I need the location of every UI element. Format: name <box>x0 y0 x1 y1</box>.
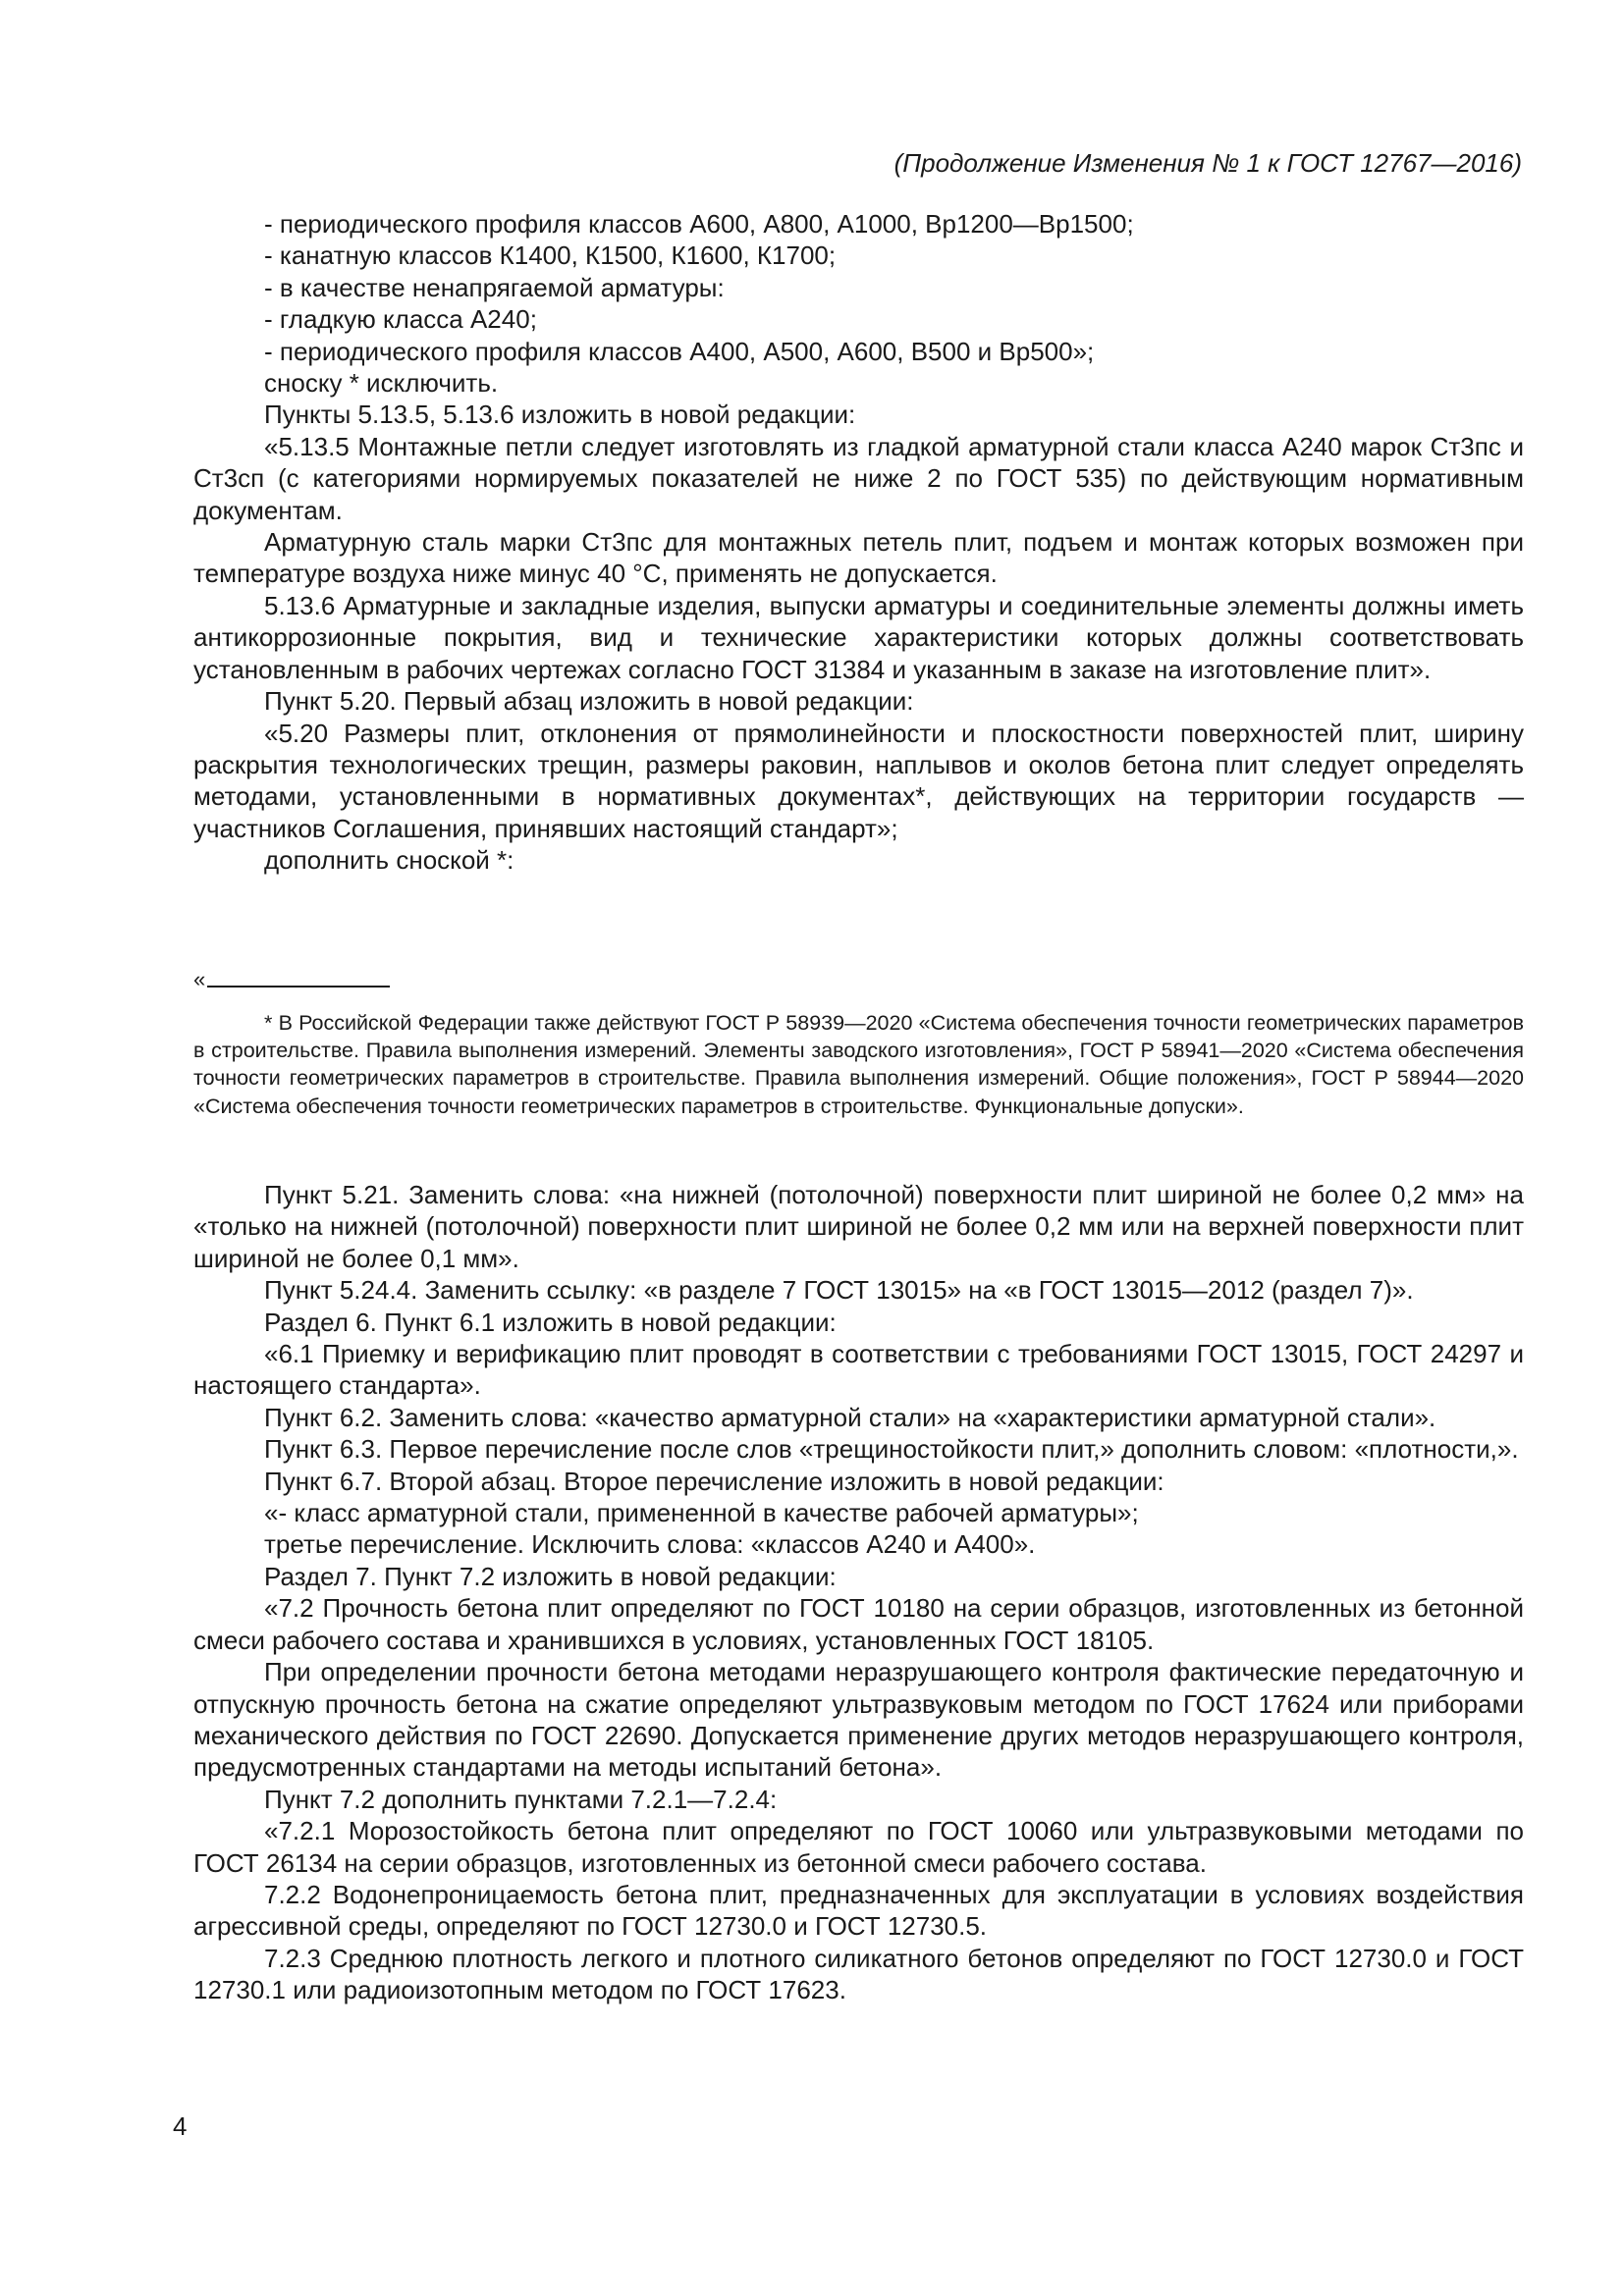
footnote-text: * В Российской Федерации также действуют ГОСТ Р 58939—2020 «Система обеспечения точности геометрических параметров в строительстве. Правила выполнения измерений. Элементы заводского изготовления», ГОСТ Р 58941—2020 «Система обеспечения точности геометрических параметров в строительстве. Правила выполнения измерений. Общие положения», ГОСТ Р 58944—2020 «Система обеспечения точности геометрических параметров в строительстве. Функциональные допуски». <box>193 1011 1524 1118</box>
paragraph: 7.2.2 Водонепроницаемость бетона плит, предназначенных для эксплуатации в условиях воздействия агрессивной среды, определяют по ГОСТ 12730.0 и ГОСТ 12730.5. <box>193 1879 1524 1942</box>
paragraph: сноску * исключить. <box>264 368 499 399</box>
paragraph: «5.13.5 Монтажные петли следует изготовлять из гладкой арматурной стали класса А240 марок Ст3пс и Ст3сп (с категориями нормируемых показателей не ниже 2 по ГОСТ 535) по действующим нормативным документам. <box>193 431 1524 525</box>
footnote-quote-mark: « <box>193 967 206 991</box>
paragraph: «7.2.1 Морозостойкость бетона плит определяют по ГОСТ 10060 или ультразвуковыми методами по ГОСТ 26134 на серии образцов, изготовленных из бетонной смеси рабочего состава. <box>193 1816 1524 1878</box>
paragraph: Раздел 6. Пункт 6.1 изложить в новой редакции: <box>264 1307 837 1337</box>
paragraph: - в качестве ненапрягаемой арматуры: <box>264 272 725 302</box>
paragraph: - периодического профиля классов А400, А500, А600, В500 и Вр500»; <box>264 336 1095 366</box>
paragraph: дополнить сноской *: <box>264 845 514 876</box>
paragraph: - периодического профиля классов А600, А800, А1000, Вр1200—Вр1500; <box>264 209 1134 239</box>
footnote-separator <box>193 967 1524 997</box>
paragraph: Пункт 6.7. Второй абзац. Второе перечисление изложить в новой редакции: <box>264 1466 1164 1496</box>
paragraph: Пункт 6.3. Первое перечисление после слов «трещиностойкости плит,» дополнить словом: «плотности,». <box>264 1434 1519 1465</box>
paragraph: «5.20 Размеры плит, отклонения от прямолинейности и плоскостности поверхностей плит, ширину раскрытия технологических трещин, размеры раковин, наплывов и околов бетона плит следует определять методами, установленными в нормативных документах*, действующих на территории государств — участников Соглашения, принявших настоящий стандарт»; <box>193 718 1524 843</box>
paragraph: «6.1 Приемку и верификацию плит проводят в соответствии с требованиями ГОСТ 13015, ГОСТ 24297 и настоящего стандарта». <box>193 1339 1524 1401</box>
paragraph: «- класс арматурной стали, примененной в качестве рабочей арматуры»; <box>264 1498 1139 1528</box>
paragraph: Пункт 7.2 дополнить пунктами 7.2.1—7.2.4: <box>264 1784 778 1814</box>
page-number: 4 <box>173 2111 188 2141</box>
paragraph: Пункт 5.24.4. Заменить ссылку: «в разделе 7 ГОСТ 13015» на «в ГОСТ 13015—2012 (раздел 7)». <box>264 1275 1414 1306</box>
body-text-bottom <box>193 1179 1524 2006</box>
paragraph: 7.2.3 Среднюю плотность легкого и плотного силикатного бетонов определяют по ГОСТ 12730.0 и ГОСТ 12730.1 или радиоизотопным методом по ГОСТ 17623. <box>193 1943 1524 2005</box>
paragraph: Пункты 5.13.5, 5.13.6 изложить в новой редакции: <box>264 400 856 430</box>
running-header: (Продолжение Изменения № 1 к ГОСТ 12767—2016) <box>893 148 1522 178</box>
paragraph: Пункт 5.21. Заменить слова: «на нижней (потолочной) поверхности плит шириной не более 0,2 мм» на «только на нижней (потолочной) поверхности плит шириной не более 0,2 мм или на верхней поверхности плит шириной не более 0,1 мм». <box>193 1180 1524 1273</box>
footnote-rule <box>207 986 390 988</box>
paragraph: третье перечисление. Исключить слова: «классов А240 и А400». <box>264 1529 1036 1560</box>
footnote-block <box>193 967 1524 1120</box>
paragraph: Арматурную сталь марки Ст3пс для монтажных петель плит, подъем и монтаж которых возможен при температуре воздуха ниже минус 40 °С, применять не допускается. <box>193 527 1524 589</box>
paragraph: - гладкую класса А240; <box>264 304 537 335</box>
paragraph: Раздел 7. Пункт 7.2 изложить в новой редакции: <box>264 1561 837 1591</box>
paragraph: При определении прочности бетона методами неразрушающего контроля фактические передаточную и отпускную прочность бетона на сжатие определяют ультразвуковым методом по ГОСТ 17624 или приборами механического действия по ГОСТ 22690. Допускается применение других методов неразрушающего контроля, предусмотренных стандартами на методы испытаний бетона». <box>193 1657 1524 1783</box>
paragraph: Пункт 6.2. Заменить слова: «качество арматурной стали» на «характеристики арматурной стали». <box>264 1402 1436 1432</box>
paragraph: «7.2 Прочность бетона плит определяют по ГОСТ 10180 на серии образцов, изготовленных из бетонной смеси рабочего состава и хранившихся в условиях, установленных ГОСТ 18105. <box>193 1593 1524 1655</box>
paragraph: 5.13.6 Арматурные и закладные изделия, выпуски арматуры и соединительные элементы должны иметь антикоррозионные покрытия, вид и технические характеристики которых должны соответствовать установленным в рабочих чертежах согласно ГОСТ 31384 и указанным в заказе на изготовление плит». <box>193 590 1524 684</box>
paragraph: Пункт 5.20. Первый абзац изложить в новой редакции: <box>264 686 914 717</box>
paragraph: - канатную классов К1400, К1500, К1600, К1700; <box>264 240 837 271</box>
body-text-top <box>193 208 1524 877</box>
